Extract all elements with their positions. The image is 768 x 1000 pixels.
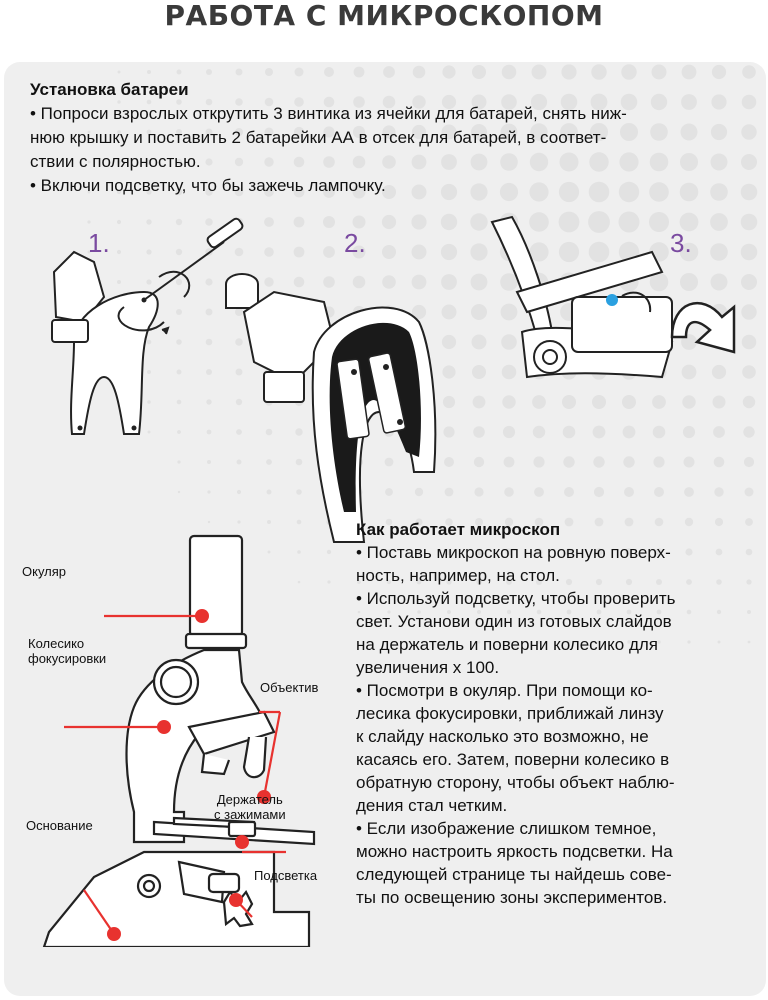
how-heading: Как работает микроскоп xyxy=(356,520,561,539)
halftone-dot xyxy=(654,487,664,497)
page-title: РАБОТА С МИКРОСКОПОМ xyxy=(164,0,604,32)
label-stage-holder xyxy=(214,792,286,822)
how-line: обратную сторону, чтобы объект наблю- xyxy=(356,773,675,792)
how-line: • Посмотри в окуляр. При помощи ко- xyxy=(356,681,653,700)
halftone-dot xyxy=(323,216,335,228)
halftone-dot xyxy=(714,457,725,468)
how-line: к слайду насколько это возможно, не xyxy=(356,727,649,746)
how-line: • Поставь микроскоп на ровную поверх- xyxy=(356,543,671,562)
how-line: увеличения х 100. xyxy=(356,658,500,677)
label-objective: Объектив xyxy=(260,680,319,695)
step-number-1: 1. xyxy=(88,228,110,258)
step-2-illustration xyxy=(214,272,464,557)
halftone-dot xyxy=(748,641,751,644)
halftone-dot xyxy=(442,65,455,78)
halftone-dot xyxy=(294,217,305,228)
label-focus-wheel-line: Колесико xyxy=(28,636,85,651)
how-line: следующей странице ты найдешь сове- xyxy=(356,865,672,884)
halftone-dot xyxy=(383,66,395,78)
step-3-illustration xyxy=(472,212,762,427)
halftone-dot xyxy=(624,487,634,497)
halftone-dot xyxy=(504,487,514,497)
how-line: лесика фокусировки, приближай линзу xyxy=(356,704,664,723)
halftone-dot xyxy=(411,214,426,229)
halftone-dot xyxy=(623,456,634,467)
halftone-dot xyxy=(382,215,396,229)
halftone-dot xyxy=(236,69,243,76)
halftone-dot xyxy=(295,68,304,77)
halftone-dot xyxy=(413,66,426,79)
halftone-dot xyxy=(474,487,483,496)
label-base: Основание xyxy=(26,818,93,833)
halftone-dot xyxy=(354,67,365,78)
halftone-dot xyxy=(207,490,210,493)
halftone-dot xyxy=(441,214,457,230)
how-it-works-section xyxy=(356,518,728,909)
label-focus-wheel xyxy=(28,636,106,666)
halftone-dot xyxy=(534,487,544,497)
halftone-dot xyxy=(265,68,273,76)
halftone-dot xyxy=(653,456,664,467)
halftone-dot xyxy=(745,518,753,526)
halftone-dot xyxy=(473,426,485,438)
halftone-dot xyxy=(324,67,334,77)
halftone-dot xyxy=(743,426,754,437)
halftone-dot xyxy=(713,426,725,438)
halftone-dot xyxy=(684,487,694,497)
halftone-dot xyxy=(741,154,757,170)
label-focus-wheel-line: фокусировки xyxy=(28,651,107,666)
halftone-dot xyxy=(118,71,121,74)
halftone-dot xyxy=(294,247,305,258)
halftone-dot xyxy=(503,426,515,438)
step-number-2: 2. xyxy=(344,228,366,258)
halftone-dot xyxy=(207,460,211,464)
halftone-dot xyxy=(504,457,515,468)
how-line: ность, например, на стол. xyxy=(356,566,560,585)
halftone-dot xyxy=(533,426,545,438)
step-number-3: 3. xyxy=(670,228,692,258)
halftone-dot xyxy=(563,426,576,439)
label-stage-holder-line: Держатель xyxy=(216,792,283,807)
halftone-dot xyxy=(745,488,754,497)
battery-heading: Установка батареи xyxy=(30,80,189,99)
halftone-dot xyxy=(533,456,544,467)
halftone-dot xyxy=(472,65,486,79)
halftone-dot xyxy=(474,457,484,467)
halftone-dot xyxy=(323,246,335,258)
halftone-dot xyxy=(441,244,457,260)
label-light: Подсветка xyxy=(254,868,318,883)
halftone-dot xyxy=(177,70,182,75)
microscope-diagram xyxy=(24,522,344,947)
halftone-dot xyxy=(623,426,636,439)
halftone-dot xyxy=(382,245,396,259)
label-eyepiece: Окуляр xyxy=(22,564,67,579)
halftone-dot xyxy=(741,124,756,139)
halftone-dot xyxy=(564,487,574,497)
battery-line: ствии с полярностью. xyxy=(30,152,201,171)
halftone-dot xyxy=(206,69,212,75)
halftone-dot xyxy=(684,457,695,468)
halftone-dot xyxy=(714,487,723,496)
how-line: • Если изображение слишком темное, xyxy=(356,819,657,838)
battery-section xyxy=(30,78,730,198)
halftone-dot xyxy=(744,457,754,467)
halftone-dot xyxy=(147,70,151,74)
how-line: касаясь его. Затем, поверни колесико в xyxy=(356,750,670,769)
battery-line: нюю крышку и поставить 2 батарейки АА в отсек для батарей, в соответ- xyxy=(30,128,607,147)
how-line: свет. Установи один из готовых слайдов xyxy=(356,612,672,631)
battery-line: • Попроси взрослых открутить 3 винтика из ячейки для батарей, снять ниж- xyxy=(30,104,627,123)
label-stage-holder-line: с зажимами xyxy=(214,807,286,822)
halftone-dot xyxy=(593,426,606,439)
content-panel xyxy=(4,62,766,996)
battery-line: • Включи подсветку, что бы зажечь лампочку. xyxy=(30,176,386,195)
how-line: дения стал четким. xyxy=(356,796,508,815)
halftone-dot xyxy=(412,245,427,260)
halftone-dot xyxy=(353,216,366,229)
halftone-dot xyxy=(746,549,753,556)
halftone-dot xyxy=(593,456,604,467)
halftone-dot xyxy=(653,426,666,439)
how-line: ты по освещению зоны экспериментов. xyxy=(356,888,668,907)
halftone-dot xyxy=(742,95,757,110)
halftone-dot xyxy=(683,426,695,438)
how-line: можно настроить яркость подсветки. На xyxy=(356,842,673,861)
halftone-dot xyxy=(747,610,751,614)
halftone-dot xyxy=(742,65,756,79)
halftone-dot xyxy=(741,184,758,201)
how-line: на держатель и поверни колесико для xyxy=(356,635,658,654)
halftone-dot xyxy=(563,456,574,467)
how-line: • Используй подсветку, чтобы проверить xyxy=(356,589,676,608)
halftone-dot xyxy=(178,491,180,493)
halftone-dot xyxy=(712,65,726,79)
halftone-dot xyxy=(177,460,180,463)
halftone-dot xyxy=(746,579,751,584)
halftone-dot xyxy=(594,487,604,497)
